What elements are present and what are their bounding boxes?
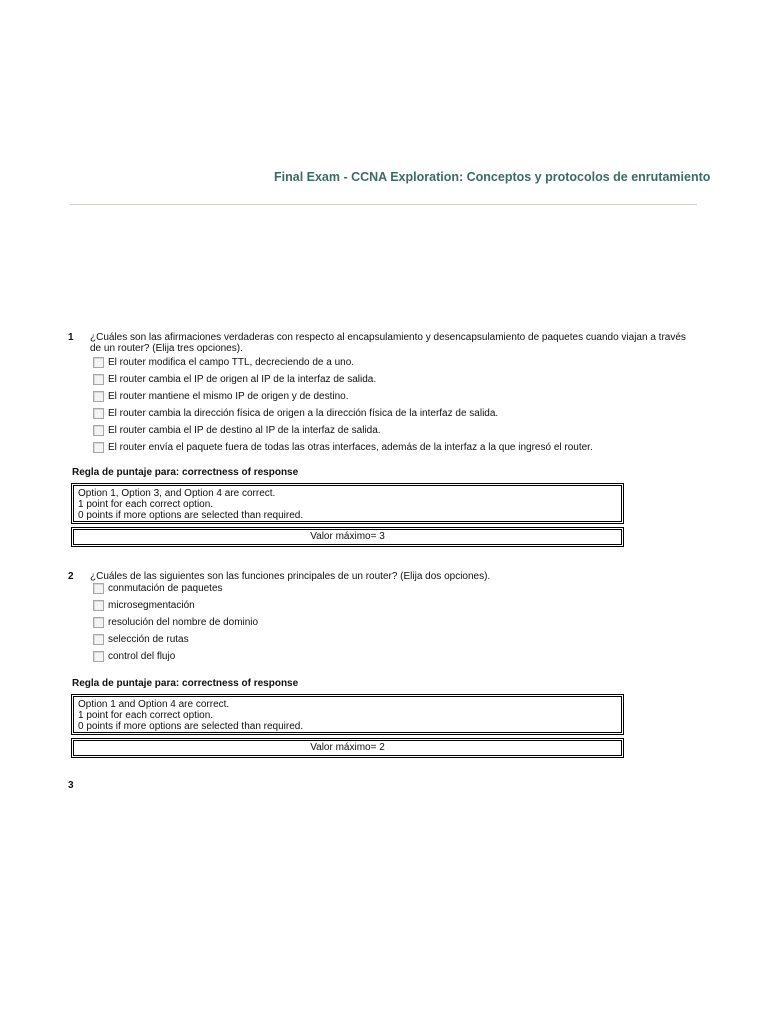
scoring-heading: Regla de puntaje para: correctness of response [72,467,299,478]
option-label: El router cambia el IP de origen al IP de la interfaz de salida. [108,374,377,385]
checkbox[interactable] [93,600,104,611]
option-item[interactable] [93,388,593,405]
question-number: 1 [68,332,74,343]
max-value: Valor máximo= 3 [73,529,622,545]
option-list [93,354,593,456]
max-value-box [71,738,624,758]
option-label: El router cambia el IP de destino al IP de la interfaz de salida. [108,425,381,436]
option-label: El router modifica el campo TTL, decreciendo de a uno. [108,357,355,368]
scoring-line: Option 1 and Option 4 are correct. [78,699,230,710]
option-label: El router envía el paquete fuera de todas las otras interfaces, además de la interfaz a la que ingresó el router. [108,442,593,453]
option-item[interactable] [93,631,258,648]
option-item[interactable] [93,405,593,422]
option-label: resolución del nombre de dominio [108,617,259,628]
checkbox[interactable] [93,583,104,594]
checkbox[interactable] [93,651,104,662]
checkbox[interactable] [93,634,104,645]
scoring-line: 1 point for each correct option. [78,710,214,721]
scoring-box [71,483,624,524]
scoring-box [71,694,624,735]
option-label: conmutación de paquetes [108,583,223,594]
scoring-line: 1 point for each correct option. [78,499,214,510]
scoring-content [73,696,622,733]
checkbox[interactable] [93,357,104,368]
checkbox[interactable] [93,408,104,419]
question-number: 3 [68,780,74,791]
option-item[interactable] [93,371,593,388]
scoring-line: 0 points if more options are selected than required. [78,721,304,732]
option-item[interactable] [93,422,593,439]
option-list [93,580,258,665]
option-label: selección de rutas [108,634,189,645]
option-item[interactable] [93,580,258,597]
title-divider [70,204,697,205]
max-value: Valor máximo= 2 [73,740,622,756]
option-label: control del flujo [108,651,176,662]
option-label: El router cambia la dirección física de origen a la dirección física de la interfaz de salida. [108,408,499,419]
option-label: microsegmentación [108,600,195,611]
question-number: 2 [68,571,74,582]
scoring-content [73,485,622,522]
scoring-heading: Regla de puntaje para: correctness of response [72,678,299,689]
checkbox[interactable] [93,391,104,402]
option-item[interactable] [93,439,593,456]
checkbox[interactable] [93,425,104,436]
scoring-line: Option 1, Option 3, and Option 4 are correct. [78,488,276,499]
checkbox[interactable] [93,442,104,453]
option-item[interactable] [93,354,593,371]
option-item[interactable] [93,648,258,665]
question-text: ¿Cuáles de las siguientes son las funciones principales de un router? (Elija dos opciones). [90,571,491,582]
option-item[interactable] [93,614,258,631]
scoring-line: 0 points if more options are selected than required. [78,510,304,521]
question-text: ¿Cuáles son las afirmaciones verdaderas con respecto al encapsulamiento y desencapsulamiento de paquetes cuando viajan a través de un router? (Elija tres opciones). [90,332,686,354]
page-title: Final Exam - CCNA Exploration: Conceptos y protocolos de enrutamiento [274,170,711,184]
option-item[interactable] [93,597,258,614]
checkbox[interactable] [93,374,104,385]
max-value-box [71,527,624,547]
option-label: El router mantiene el mismo IP de origen y de destino. [108,391,349,402]
checkbox[interactable] [93,617,104,628]
